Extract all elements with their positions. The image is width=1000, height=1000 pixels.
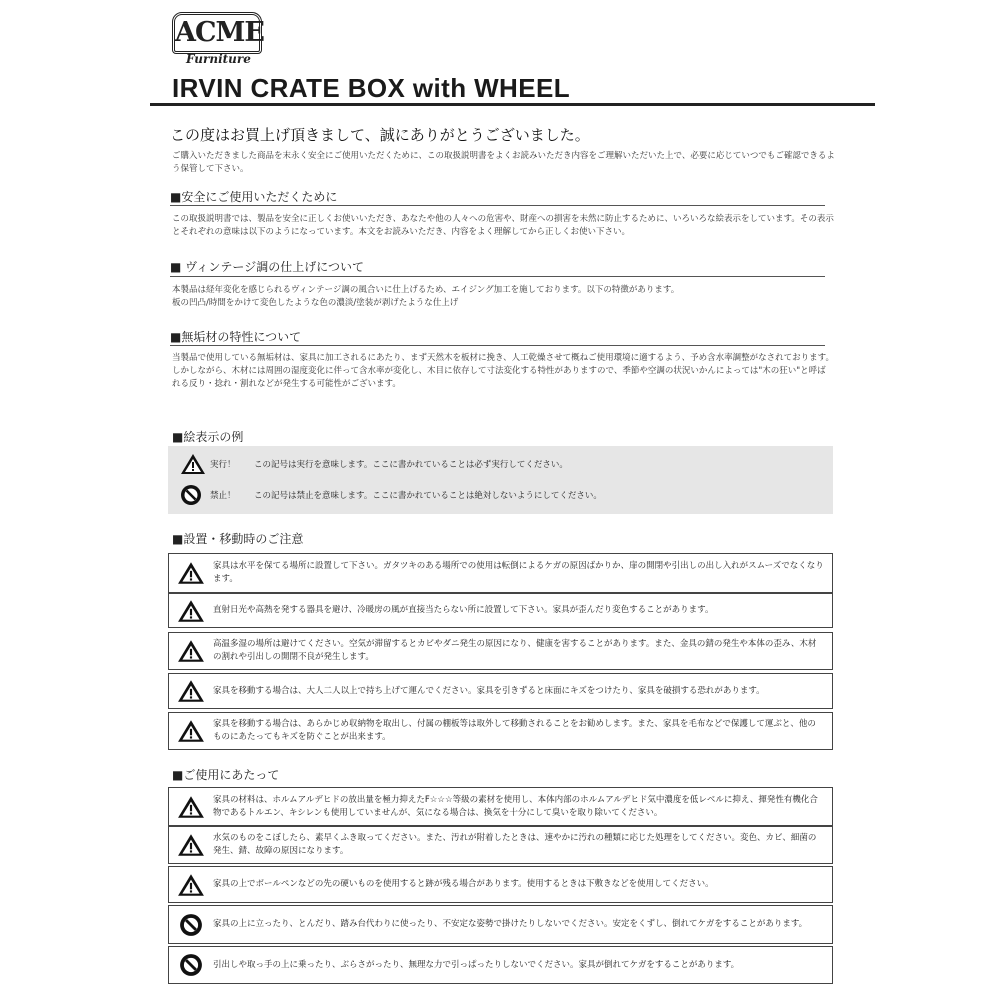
- section-heading-safety: ■安全にご使用いただくために: [170, 190, 338, 204]
- caution-box: [168, 946, 833, 984]
- page-title: IRVIN CRATE BOX with WHEEL: [172, 73, 571, 103]
- warning-triangle-icon: [169, 833, 213, 857]
- caution-text: 家具を移動する場合は、あらかじめ収納物を取出し、付属の棚板等は取外して移動されることをお勧めします。また、家具を毛布などで保護して運ぶと、他のものにあたってもキズを防ぐことが出来ます。: [213, 719, 816, 742]
- caution-box: [168, 826, 833, 864]
- prohibit-icon: [169, 913, 213, 937]
- caution-text: 水気のものをこぼしたら、素早くふき取ってください。また、汚れが附着したときは、速やかに汚れの種類に応じた処理をしてください。変色、カビ、細菌の発生、錆、故障の原因になります。: [213, 833, 817, 856]
- caution-box: [168, 632, 833, 670]
- warning-triangle-icon: [180, 453, 210, 475]
- prohibit-icon: [180, 484, 210, 506]
- safety-text: この取扱説明書では、製品を安全に正しくお使いいただき、あなたや他の人々への危害や、財産への損害を未然に防止するために、いろいろな絵表示をしています。その表示とそれぞれの意味は以下のようになっています。本文をお読みいただき、内容をよく理解してから正しくお使い下さい。: [172, 214, 834, 237]
- warning-triangle-icon: [169, 795, 213, 819]
- caution-box: [168, 866, 833, 903]
- caution-box: [168, 905, 833, 944]
- warning-triangle-icon: [169, 873, 213, 897]
- example-text-prohibit: この記号は禁止を意味します。ここに書かれていることは絶対しないようにしてください。: [254, 491, 602, 501]
- solid-wood-text: 当製品で使用している無垢材は、家具に加工されるにあたり、まず天然木を板材に挽き、人工乾燥させて概ねご使用環境に適するよう、予め含水率調整がなされております。しかしながら、木材には周囲の湿度変化に伴って含水率が変化し、木目に依存して寸法変化する特性がありますので、季節や空調の状況いかんによっては"木の狂い"と呼ばれる反り・捻れ・割れなどが発生する可能性がございます。: [172, 353, 834, 389]
- warning-triangle-icon: [169, 639, 213, 663]
- caution-box: [168, 712, 833, 750]
- title-divider: [150, 103, 875, 106]
- caution-text: 直射日光や高熱を発する器具を避け、冷暖房の風が直接当たらない所に設置して下さい。家具が歪んだり変色することがあります。: [213, 605, 714, 615]
- intro-text: ご購入いただきました商品を末永く安全にご使用いただくために、この取扱説明書をよくお読みいただき内容をご理解いただいた上で、必要に応じていつでもご確認できるよう保管して下さい。: [172, 151, 835, 174]
- warning-triangle-icon: [169, 719, 213, 743]
- greeting: この度はお買上げ頂きまして、誠にありがとうございました。: [170, 126, 590, 144]
- example-row-do: [180, 453, 568, 475]
- warning-triangle-icon: [169, 561, 213, 585]
- section-divider: [170, 345, 825, 346]
- vintage-text-1: 本製品は経年変化を感じられるヴィンテージ調の風合いに仕上げるため、エイジング加工を施しております。以下の特徴があります。: [172, 285, 680, 295]
- section-divider: [170, 205, 825, 206]
- caution-text: 引出しや取っ手の上に乗ったり、ぶらさがったり、無理な力で引っぱったりしないでください。家具が倒れてケガをすることがあります。: [213, 959, 740, 970]
- prohibit-icon: [169, 953, 213, 977]
- section-heading-solid-wood: ■無垢材の特性について: [170, 330, 302, 344]
- warning-triangle-icon: [169, 599, 213, 623]
- logo-brand-text: ACME: [172, 12, 262, 54]
- vintage-text-2: 板の凹凸/時間をかけて変色したような色の濃淡/塗装が剥げたような仕上げ: [172, 298, 459, 308]
- caution-text: 家具の上に立ったり、とんだり、踏み台代わりに使ったり、不安定な姿勢で掛けたりしないでください。安定をくずし、倒れてケガをすることがあります。: [213, 919, 808, 929]
- section-divider: [170, 276, 825, 277]
- section-heading-install: ■設置・移動時のご注意: [172, 532, 304, 546]
- caution-text: 高温多湿の場所は避けてください。空気が滞留するとカビやダニ発生の原因になり、健康を害することがあります。また、金具の錆の発生や本体の歪み、木材の割れや引出しの開閉不良が発生します。: [213, 639, 817, 662]
- section-heading-usage: ■ご使用にあたって: [172, 768, 280, 782]
- example-text-do: この記号は実行を意味します。ここに書かれていることは必ず実行してください。: [254, 460, 568, 470]
- example-label-do: 実行！: [210, 460, 236, 470]
- acme-logo: [172, 12, 264, 70]
- caution-box: [168, 593, 833, 628]
- logo-sub-text: Furniture: [186, 52, 251, 66]
- caution-text: 家具を移動する場合は、大人二人以上で持ち上げて運んでください。家具を引きずると床面にキズをつけたり、家具を破損する恐れがあります。: [213, 685, 765, 696]
- caution-text: 家具の材料は、ホルムアルデヒドの放出量を極力抑えたF☆☆☆等級の素材を使用し、本体内部のホルムアルデヒド気中濃度を低レベルに抑え、揮発性有機化合物であるトルエン、キシレンも使用していませんが、気になる場合は、換気を十分にして臭いを取り除いてください。: [213, 794, 818, 818]
- example-label-prohibit: 禁止！: [210, 491, 236, 501]
- section-heading-example: ■絵表示の例: [172, 430, 244, 444]
- caution-box: [168, 787, 833, 826]
- caution-box: [168, 673, 833, 709]
- caution-box: [168, 553, 833, 593]
- caution-text: 家具は水平を保てる場所に設置して下さい。ガタツキのある場所での使用は転倒によるケガの原因ばかりか、扉の開閉や引出しの出し入れがスムーズでなくなります。: [213, 561, 824, 584]
- section-heading-vintage: ■ ヴィンテージ調の仕上げについて: [170, 260, 364, 274]
- warning-triangle-icon: [169, 679, 213, 703]
- example-row-prohibit: [180, 484, 602, 506]
- caution-text: 家具の上でボールペンなどの先の硬いものを使用すると跡が残る場合があります。使用するときは下敷きなどを使用してください。: [213, 879, 714, 889]
